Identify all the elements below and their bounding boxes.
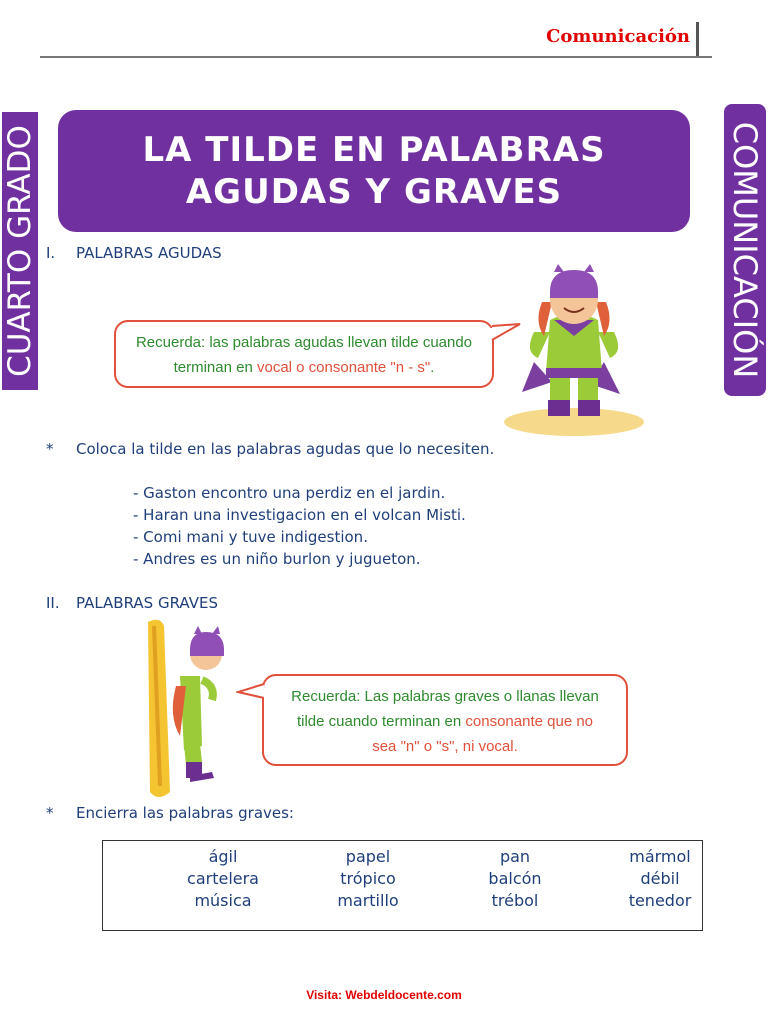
section2-heading: PALABRAS GRAVES — [76, 594, 218, 612]
superhero-leaning-illustration — [140, 616, 250, 802]
exercise1-marker: * — [46, 440, 54, 458]
bubble-tail-graves — [236, 680, 266, 704]
superhero-girl-illustration — [494, 262, 654, 438]
exercise1-instruction: Coloca la tilde en las palabras agudas que lo necesiten. — [76, 440, 495, 458]
tip-bubble-agudas — [114, 320, 494, 388]
section1-heading: PALABRAS AGUDAS — [76, 244, 222, 262]
word-cell: música — [194, 891, 252, 910]
tip-graves-line3: sea "n" o "s", ni vocal. — [372, 738, 518, 755]
word-cell: papel — [345, 847, 391, 866]
header-rule — [40, 56, 712, 58]
tip-graves-line1: Recuerda: Las palabras graves o llanas llevan — [291, 688, 599, 705]
tip-agudas-line1: Recuerda: las palabras agudas llevan tilde cuando — [135, 334, 473, 351]
tip-agudas-line2: terminan en vocal o consonante "n - s". — [173, 359, 435, 376]
tip-bubble-graves — [262, 674, 628, 766]
side-banner-right — [724, 104, 766, 396]
word-cell: mármol — [629, 847, 691, 866]
section1-number: I. — [46, 244, 56, 262]
word-cell: trébol — [491, 891, 539, 910]
title-banner — [58, 110, 690, 232]
side-label-grade: CUARTO GRADO — [2, 125, 38, 377]
word-cell: trópico — [340, 869, 396, 888]
word-cell: pan — [499, 847, 531, 866]
header-divider — [696, 22, 699, 56]
exercise2-instruction: Encierra las palabras graves: — [76, 804, 294, 822]
side-label-subject: COMUNICACIÓN — [726, 121, 764, 379]
title-line-1: LA TILDE EN PALABRAS — [142, 130, 606, 170]
tip-graves-line2: tilde cuando terminan en consonante que no — [296, 713, 594, 730]
word-cell: balcón — [488, 869, 542, 888]
list-item: - Haran una investigacion en el volcan Misti. — [133, 506, 466, 524]
side-banner-left — [2, 112, 38, 390]
word-table — [102, 840, 703, 931]
section2-number: II. — [46, 594, 60, 612]
list-item: - Andres es un niño burlon y jugueton. — [133, 550, 421, 568]
word-cell: ágil — [208, 847, 238, 866]
word-cell: cartelera — [187, 869, 259, 888]
word-cell: tenedor — [628, 891, 692, 910]
footer-link[interactable]: Visita: Webdeldocente.com — [306, 988, 462, 1002]
word-cell: martillo — [337, 891, 399, 910]
word-cell: débil — [640, 869, 680, 888]
list-item: - Comi mani y tuve indigestion. — [133, 528, 368, 546]
list-item: - Gaston encontro una perdiz en el jardin. — [133, 484, 446, 502]
header-subject: Comunicación — [546, 26, 690, 47]
title-line-2: AGUDAS Y GRAVES — [185, 172, 563, 212]
exercise2-marker: * — [46, 804, 54, 822]
